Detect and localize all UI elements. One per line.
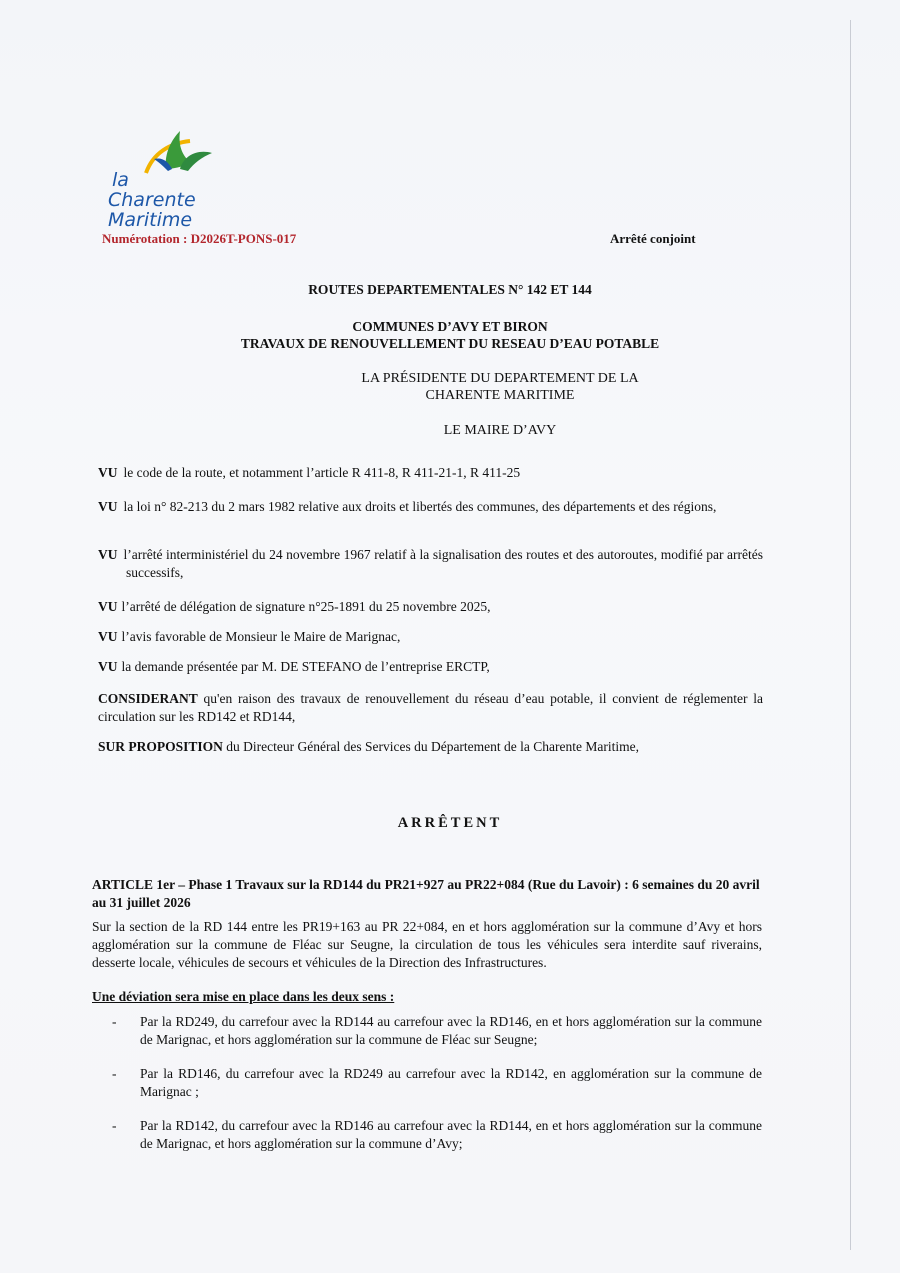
vu-item [98, 598, 763, 616]
arrete-type: Arrêté conjoint [610, 231, 696, 246]
article-1-title: ARTICLE 1er – Phase 1 Travaux sur la RD144 du PR21+927 au PR22+084 (Rue du Lavoir) : 6 semaines du 20 avril au 31 juillet 2026 [92, 877, 760, 910]
deviation-text: Par la RD146, du carrefour avec la RD249 au carrefour avec la RD142, en agglomération sur la commune de Marignac ; [140, 1066, 762, 1099]
title-communes: COMMUNES D’AVY ET BIRON [352, 319, 548, 334]
dash-icon: - [112, 1014, 117, 1029]
deviation-text: Par la RD142, du carrefour avec la RD146 au carrefour avec la RD144, en et hors agglomération sur la commune de Marignac, et hors agglomération sur la commune d’Avy; [140, 1118, 762, 1151]
proposition-label: SUR PROPOSITION [98, 739, 223, 754]
vu-label: VU [98, 599, 118, 614]
title-block [0, 318, 900, 352]
vu-text: l’arrêté de délégation de signature n°25-1891 du 25 novembre 2025, [121, 599, 491, 614]
vu-label: VU [98, 547, 118, 562]
deviation-heading [92, 988, 757, 1006]
proposition-text: du Directeur Général des Services du Département de la Charente Maritime, [226, 739, 639, 754]
vu-label: VU [98, 659, 118, 674]
maire-line: LE MAIRE D’AVY [443, 423, 557, 438]
list-item [112, 1013, 762, 1049]
vu-text: la demande présentée par M. DE STEFANO de l’entreprise ERCTP, [121, 659, 490, 674]
title-travaux: TRAVAUX DE RENOUVELLEMENT DU RESEAU D’EAU POTABLE [240, 336, 660, 351]
deviation-list [112, 1013, 762, 1169]
vu-label: VU [98, 629, 118, 644]
vu-item [98, 658, 763, 676]
vu-item [98, 546, 763, 582]
arretent-heading: ARRÊTENT [397, 815, 503, 831]
vu-item [98, 464, 763, 482]
presidente-line-1: LA PRÉSIDENTE DU DEPARTEMENT DE LA [361, 371, 639, 386]
logo-line-3: Maritime [108, 209, 193, 231]
deviation-heading-text: Une déviation sera mise en place dans les deux sens : [92, 989, 395, 1004]
list-item [112, 1065, 762, 1101]
page-edge-line [850, 20, 851, 1250]
vu-item [98, 498, 763, 516]
vu-text: l’arrêté interministériel du 24 novembre 1967 relatif à la signalisation des routes et des autoroutes, modifié par arrêtés successifs, [123, 547, 763, 580]
considerant-label: CONSIDERANT [98, 691, 198, 706]
logo-line-2: Charente [108, 189, 196, 211]
proposition-paragraph [98, 738, 763, 756]
vu-text: l’avis favorable de Monsieur le Maire de Marignac, [121, 629, 401, 644]
logo-text [108, 170, 196, 230]
logo-line-1: la [112, 169, 129, 191]
vu-text: la loi n° 82-213 du 2 mars 1982 relative aux droits et libertés des communes, des départements et des régions, [123, 499, 717, 514]
article-1-body: Sur la section de la RD 144 entre les PR19+163 au PR 22+084, en et hors agglomération sur la commune d’Avy et hors agglomération sur la commune de Fléac sur Seugne, la circulation de tous les véhicules sera interdite sauf riverains, desserte locale, véhicules de secours et véhicules de la Direction des Infrastructures. [92, 919, 762, 970]
presidente-line-2: CHARENTE MARITIME [425, 388, 575, 403]
numerotation: Numérotation : D2026T-PONS-017 [102, 231, 297, 246]
considerant-paragraph [98, 690, 763, 726]
considerant-text: qu'en raison des travaux de renouvellement du réseau d’eau potable, il convient de réglementer la circulation sur les RD142 et RD144, [98, 691, 763, 724]
list-item [112, 1117, 762, 1153]
presidente-block [290, 370, 710, 404]
vu-item [98, 628, 763, 646]
vu-label: VU [98, 465, 118, 480]
dash-icon: - [112, 1066, 117, 1081]
dash-icon: - [112, 1118, 117, 1133]
deviation-text: Par la RD249, du carrefour avec la RD144 au carrefour avec la RD146, en et hors agglomération sur la commune de Marignac, et hors agglomération sur la commune de Fléac sur Seugne; [140, 1014, 762, 1047]
title-routes: ROUTES DEPARTEMENTALES N° 142 ET 144 [308, 282, 592, 297]
vu-label: VU [98, 499, 118, 514]
vu-text: le code de la route, et notamment l’article R 411-8, R 411-21-1, R 411-25 [123, 465, 521, 480]
